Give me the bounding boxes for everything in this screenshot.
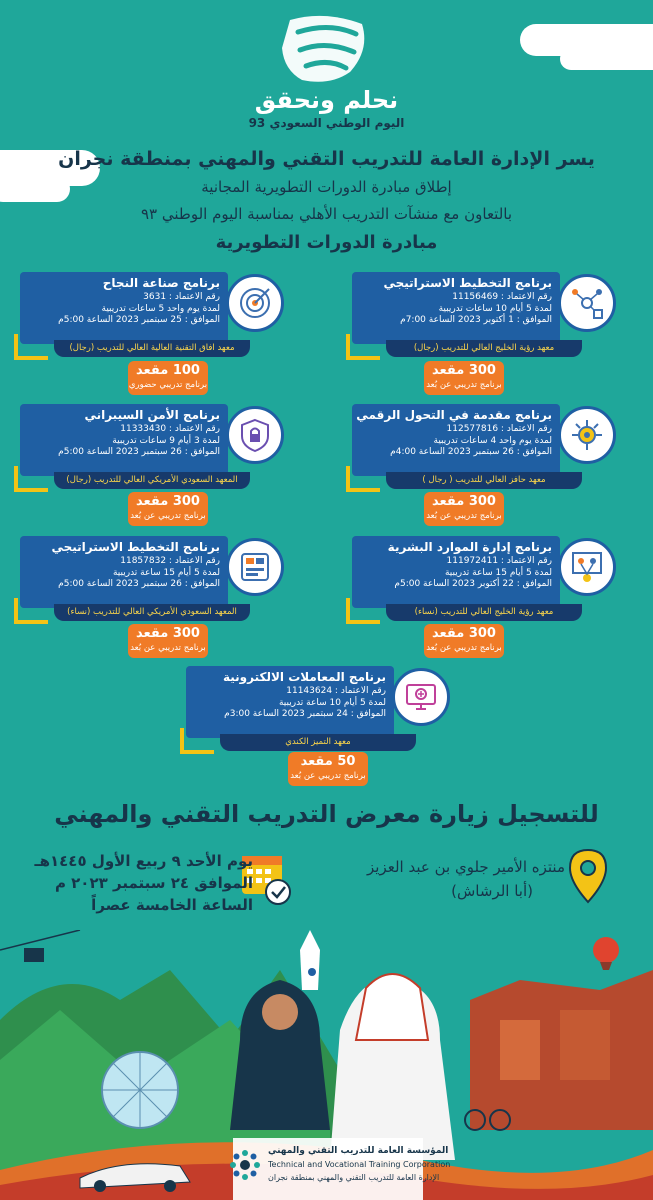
- program-accreditation: رقم الاعتماد : 111972411: [446, 556, 552, 566]
- accent-bracket: [346, 334, 380, 360]
- exhibition-time: الساعة الخامسة عصراً: [91, 896, 253, 914]
- program-panel: [352, 536, 560, 608]
- seats-badge: [128, 492, 208, 526]
- seats-count: 100 مقعد: [136, 363, 200, 378]
- tvtc-department: الإدارة العامة للتدريب التقني والمهني بمنطقة نجران: [268, 1173, 440, 1182]
- program-mode: برنامج تدريبي عن بُعد: [426, 511, 502, 521]
- accent-bracket: [14, 598, 48, 624]
- program-panel: [20, 404, 228, 476]
- program-title: برنامج المعاملات الالكترونية: [223, 670, 386, 684]
- program-mode: برنامج تدريبي عن بُعد: [130, 511, 206, 521]
- accent-bracket: [14, 334, 48, 360]
- national-day-label: اليوم الوطني السعودي 93: [248, 116, 405, 130]
- program-date: الموافق : 1 أكتوبر 2023 الساعة 7:00م: [400, 315, 552, 325]
- tvtc-logo-icon: [228, 1148, 262, 1182]
- program-panel: [352, 404, 560, 476]
- planning-board-icon: [226, 538, 284, 596]
- accent-bracket: [14, 466, 48, 492]
- program-duration: لمدة يوم واحد 5 ساعات تدريبية: [101, 303, 220, 314]
- seats-count: 300 مقعد: [136, 494, 200, 509]
- program-institute: معهد حافز العالي للتدريب ( رجال ): [386, 472, 582, 489]
- program-institute: معهد التميز الكندي: [220, 734, 416, 751]
- program-duration: لمدة 3 أيام 9 ساعات تدريبية: [112, 435, 220, 446]
- program-title: برنامج الأمن السيبراني: [84, 408, 220, 422]
- program-date: الموافق : 26 سبتمبر 2023 الساعة 5:00م: [58, 447, 220, 457]
- program-title: برنامج مقدمة في التحول الرقمي: [356, 408, 552, 422]
- program-title: برنامج التخطيط الاستراتيجي: [51, 540, 220, 554]
- program-card-human-resources[interactable]: [352, 536, 616, 624]
- program-title: برنامج صناعة النجاح: [102, 276, 220, 290]
- announcement-heading: يسر الإدارة العامة للتدريب التقني والمهني بمنطقة نجران: [58, 148, 595, 170]
- strategy-icon: [558, 274, 616, 332]
- program-duration: لمدة 5 أيام 15 ساعة تدريبية: [444, 567, 552, 578]
- seats-count: 50 مقعد: [300, 754, 356, 769]
- program-card-cyber-security[interactable]: [20, 404, 284, 492]
- program-title: برنامج التخطيط الاستراتيجي: [383, 276, 552, 290]
- hr-people-icon: [558, 538, 616, 596]
- program-card-strategic-planning-women[interactable]: [20, 536, 284, 624]
- program-duration: لمدة 5 أيام 15 ساعة تدريبية: [112, 567, 220, 578]
- program-card-e-transactions[interactable]: [186, 666, 450, 754]
- security-shield-icon: [226, 406, 284, 464]
- program-accreditation: رقم الاعتماد : 11143624: [286, 686, 386, 696]
- program-panel: [352, 272, 560, 344]
- program-accreditation: رقم الاعتماد : 112577816: [446, 424, 552, 434]
- program-duration: لمدة 5 أيام 10 ساعة تدريبية: [278, 697, 386, 708]
- program-mode: برنامج تدريبي حضوري: [128, 380, 208, 390]
- program-accreditation: رقم الاعتماد : 11333430: [120, 424, 220, 434]
- seats-count: 300 مقعد: [432, 363, 496, 378]
- exhibition-date-gregorian: الموافق ٢٤ سبتمبر ٢٠٢٣ م: [54, 874, 253, 892]
- program-card-digital-transformation[interactable]: [352, 404, 616, 492]
- e-transactions-icon: [392, 668, 450, 726]
- seats-count: 300 مقعد: [432, 626, 496, 641]
- success-target-icon: [226, 274, 284, 332]
- program-mode: برنامج تدريبي عن بُعد: [290, 771, 366, 781]
- program-date: الموافق : 26 سبتمبر 2023 الساعة 4:00م: [390, 447, 552, 457]
- program-institute: معهد افاق التقنية العالية العالي للتدريب (رجال): [54, 340, 250, 357]
- program-duration: لمدة يوم واحد 4 ساعات تدريبية: [433, 435, 552, 446]
- program-institute: المعهد السعودي الأمريكي العالي للتدريب (رجال): [54, 472, 250, 489]
- program-panel: [186, 666, 394, 738]
- digital-transformation-icon: [558, 406, 616, 464]
- program-institute: معهد رؤية الخليج العالي للتدريب (نساء): [386, 604, 582, 621]
- program-date: الموافق : 26 سبتمبر 2023 الساعة 5:00م: [58, 579, 220, 589]
- program-duration: لمدة 5 أيام 10 ساعات تدريبية: [438, 303, 552, 314]
- exhibition-location: منتزه الأمير جلوي بن عبد العزيز: [367, 858, 565, 876]
- partnership-text: بالتعاون مع منشآت التدريب الأهلي بمناسبة اليوم الوطني ٩٣: [140, 205, 513, 223]
- program-panel: [20, 272, 228, 344]
- program-institute: معهد رؤية الخليج العالي للتدريب (رجال): [386, 340, 582, 357]
- accent-bracket: [346, 466, 380, 492]
- tvtc-name-english: Technical and Vocational Training Corporation: [268, 1160, 451, 1169]
- exhibition-date-hijri: يوم الأحد ٩ ربيع الأول ١٤٤٥هـ: [34, 852, 253, 870]
- program-card-strategic-planning-men[interactable]: [352, 272, 616, 360]
- program-mode: برنامج تدريبي عن بُعد: [130, 643, 206, 653]
- exhibition-location-detail: (أبا الرشاش): [451, 882, 533, 900]
- tvtc-name-arabic: المؤسسة العامة للتدريب التقني والمهني: [268, 1146, 449, 1156]
- accent-bracket: [346, 598, 380, 624]
- program-title: برنامج إدارة الموارد البشرية: [387, 540, 552, 554]
- seats-badge: [288, 752, 368, 786]
- location-pin-icon: [566, 848, 610, 906]
- program-date: الموافق : 22 أكتوبر 2023 الساعة 5:00م: [394, 579, 552, 589]
- program-card-success-making[interactable]: [20, 272, 284, 360]
- program-panel: [20, 536, 228, 608]
- seats-count: 300 مقعد: [136, 626, 200, 641]
- seats-badge: [424, 624, 504, 658]
- program-date: الموافق : 25 سبتمبر 2023 الساعة 5:00م: [58, 315, 220, 325]
- program-accreditation: رقم الاعتماد : 3631: [143, 292, 220, 302]
- slogan-title: نحلم ونحقق: [254, 86, 399, 114]
- program-accreditation: رقم الاعتماد : 11156469: [452, 292, 552, 302]
- program-mode: برنامج تدريبي عن بُعد: [426, 380, 502, 390]
- initiative-title: مبادرة الدورات التطويرية: [215, 232, 438, 253]
- seats-badge: [128, 361, 208, 395]
- program-accreditation: رقم الاعتماد : 11857832: [120, 556, 220, 566]
- cloud-right-2: [560, 48, 653, 70]
- accent-bracket: [180, 728, 214, 754]
- exhibition-registration-title: للتسجيل زيارة معرض التدريب التقني والمهني: [54, 800, 599, 828]
- program-mode: برنامج تدريبي عن بُعد: [426, 643, 502, 653]
- seats-count: 300 مقعد: [432, 494, 496, 509]
- seats-badge: [128, 624, 208, 658]
- program-date: الموافق : 24 سبتمبر 2023 الساعة 3:00م: [224, 709, 386, 719]
- seats-badge: [424, 361, 504, 395]
- initiative-launch-text: إطلاق مبادرة الدورات التطويرية المجانية: [201, 178, 452, 196]
- national-day-logo-icon: [270, 10, 380, 90]
- seats-badge: [424, 492, 504, 526]
- program-institute: المعهد السعودي الأمريكي العالي للتدريب (نساء): [54, 604, 250, 621]
